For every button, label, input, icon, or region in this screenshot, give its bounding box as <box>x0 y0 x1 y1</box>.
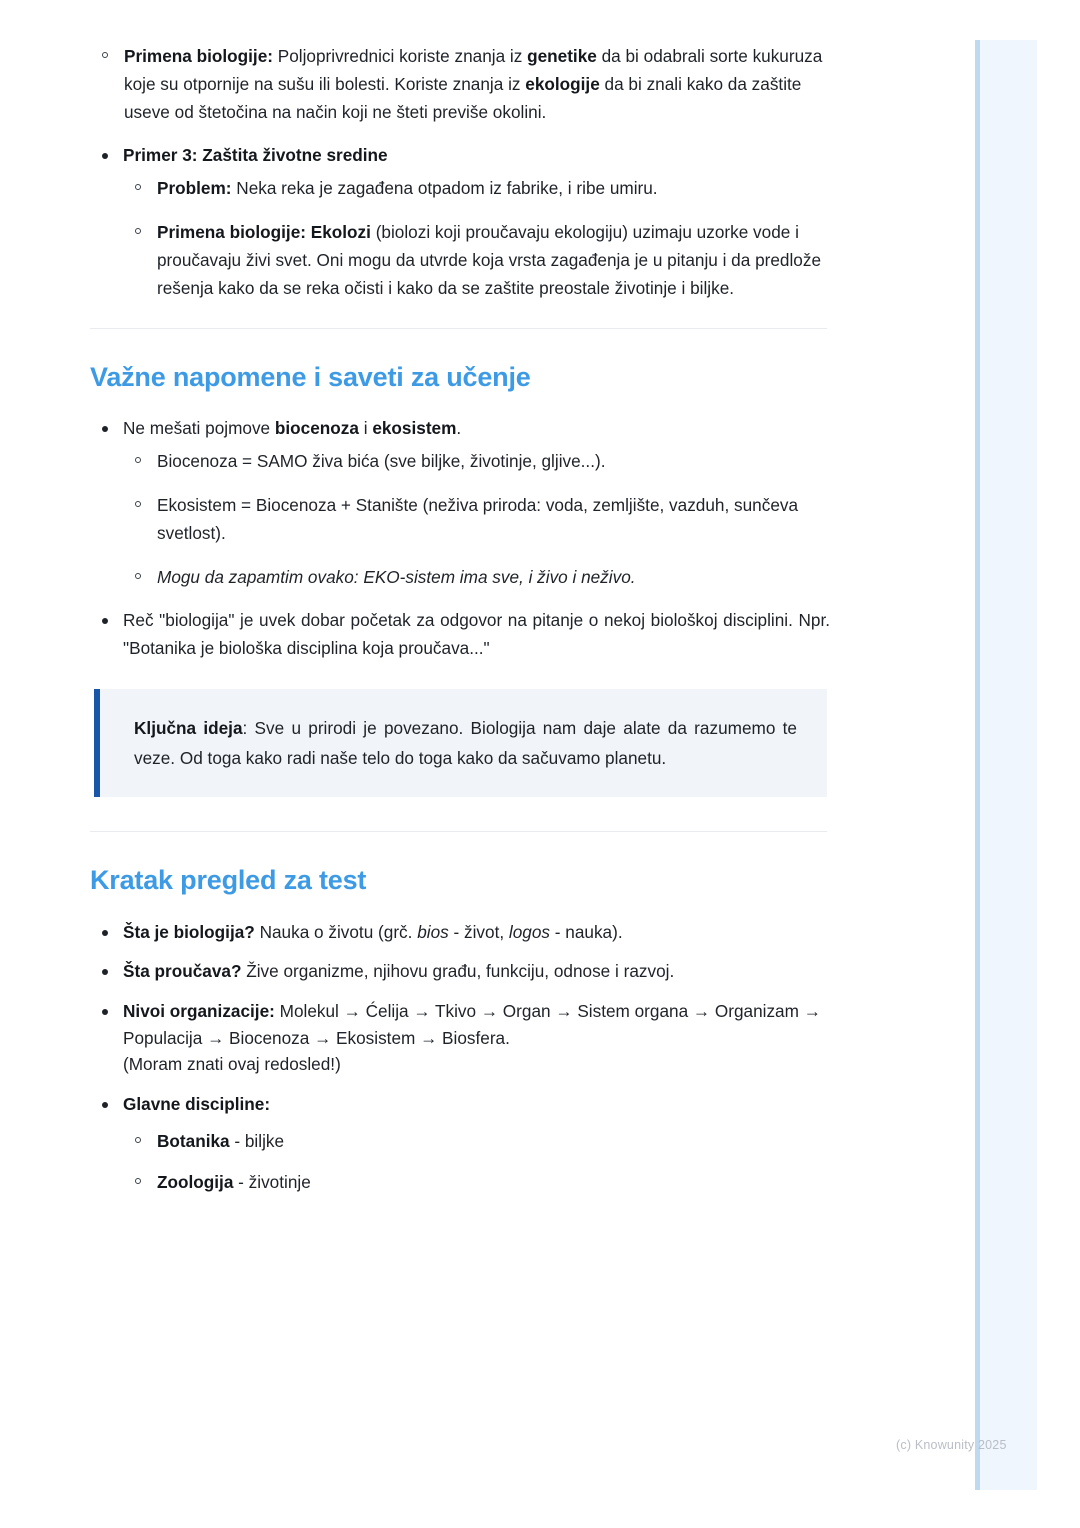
section-divider-2 <box>90 831 827 832</box>
ne-mesati-post: . <box>456 418 462 439</box>
bold-genetike: genetike <box>527 46 597 66</box>
botanika-label: Botanika <box>157 1130 230 1151</box>
key-idea-callout <box>94 689 827 797</box>
problem-label: Problem: <box>157 177 232 198</box>
list-item-botanika <box>123 1127 830 1155</box>
sta-je-biologija-text-a: Nauka o životu (grč. <box>254 921 418 942</box>
primena-biologije-list <box>90 42 830 126</box>
sta-proucava-text: Žive organizme, njihovu građu, funkciju, odnose i razvoj. <box>241 961 675 982</box>
list-item-sta-je-biologija <box>90 919 830 946</box>
primer3-sublist <box>123 174 830 302</box>
zoologija-text: - životinje <box>233 1171 311 1192</box>
discipline-sublist <box>123 1127 830 1196</box>
italic-logos: logos <box>508 921 550 942</box>
nivoi-organizacije-label: Nivoi organizacije: <box>123 1001 275 1022</box>
primena-biologije-label: Primena biologije: <box>124 46 273 66</box>
primena-biologije-text-1: Poljoprivrednici koriste znanja iz <box>272 46 528 66</box>
napomene-list <box>90 415 830 663</box>
ne-mesati-pre: Ne mešati pojmove <box>123 418 275 439</box>
sta-proucava-label: Šta proučava? <box>123 961 242 982</box>
glavne-discipline-label: Glavne discipline: <box>123 1094 271 1115</box>
key-idea-label: Ključna ideja <box>134 718 243 739</box>
nivoi-organizacije-text: Molekul → Ćelija → Tkivo → Organ → Sistem organa → Organizam → Populacija → Biocenoza → Ekosistem → Biosfera. <box>123 1001 821 1048</box>
primena-biologije-text-3: da bi znali kako da zaštite useve od štetočina na način koji ne šteti previše okolini. <box>124 74 802 123</box>
sta-je-biologija-label: Šta je biologija? <box>123 921 255 942</box>
botanika-text: - biljke <box>229 1130 285 1151</box>
nivoi-organizacije-note: (Moram znati ovaj redosled!) <box>123 1054 341 1075</box>
watermark: (c) Knowunity 2025 <box>896 1438 1007 1452</box>
section-title-pregled: Kratak pregled za test <box>90 865 367 896</box>
list-item-ekolozi <box>123 218 830 302</box>
list-item-nivoi-organizacije <box>90 998 830 1078</box>
list-item-mnemonic: Mogu da zapamtim ovako: EKO-sistem ima sve, i živo i neživo. <box>123 563 830 591</box>
ekolozi-text: (biolozi koji proučavaju ekologiju) uzimaju uzorke vode i proučavaju živi svet. Oni mogu da utvrde koja vrsta zagađenja je u pitanju i da predlože rešenja kako da se reka očisti i kako da se zaštite preostale životinje i biljke. <box>157 221 822 299</box>
ekolozi-label: Primena biologije: Ekolozi <box>157 221 371 242</box>
sta-je-biologija-text-c: - nauka). <box>550 921 623 942</box>
decorative-right-strip <box>975 40 1037 1490</box>
list-item-primer3 <box>90 142 830 302</box>
list-item-sta-proucava <box>90 958 830 985</box>
list-item-problem <box>123 174 830 202</box>
section-divider-1 <box>90 328 827 329</box>
sta-je-biologija-text-b: - život, <box>448 921 509 942</box>
list-item-zoologija <box>123 1168 830 1196</box>
list-item-ekosistem-def: Ekosistem = Biocenoza + Stanište (neživa priroda: voda, zemljište, vazduh, sunčeva svetlost). <box>123 491 830 547</box>
bold-biocenoza: biocenoza <box>274 418 359 439</box>
bold-ekosistem: ekosistem <box>372 418 457 439</box>
pregled-list <box>90 919 830 1196</box>
primer3-list <box>90 142 830 302</box>
primena-biologije-text-2: da bi odabrali sorte kukuruza koje su otpornije na sušu ili bolesti. Koriste znanja iz <box>124 46 823 95</box>
list-item-ne-mesati <box>90 415 830 591</box>
napomene-sublist <box>123 447 830 591</box>
italic-bios: bios <box>417 921 449 942</box>
ne-mesati-mid: i <box>358 418 373 439</box>
section-title-napomene: Važne napomene i saveti za učenje <box>90 362 531 393</box>
list-item-glavne-discipline <box>90 1091 830 1196</box>
bold-ekologije: ekologije <box>525 74 600 95</box>
problem-text: Neka reka je zagađena otpadom iz fabrike, i ribe umiru. <box>231 177 658 198</box>
list-item-biocenoza-def: Biocenoza = SAMO živa bića (sve biljke, životinje, gljive...). <box>123 447 830 475</box>
list-item-rec-biologija: Reč "biologija" je uvek dobar početak za odgovor na pitanje o nekoj biološkoj disciplini. Npr. "Botanika je biološka disciplina koja proučava..." <box>90 607 830 663</box>
list-item-primena-biologije <box>90 42 830 126</box>
primer3-heading: Primer 3: Zaštita životne sredine <box>123 145 388 166</box>
zoologija-label: Zoologija <box>157 1171 234 1192</box>
key-idea-text: : Sve u prirodi je povezano. Biologija nam daje alate da razumemo te veze. Od toga kako radi naše telo do toga kako da sačuvamo planetu. <box>134 718 797 769</box>
